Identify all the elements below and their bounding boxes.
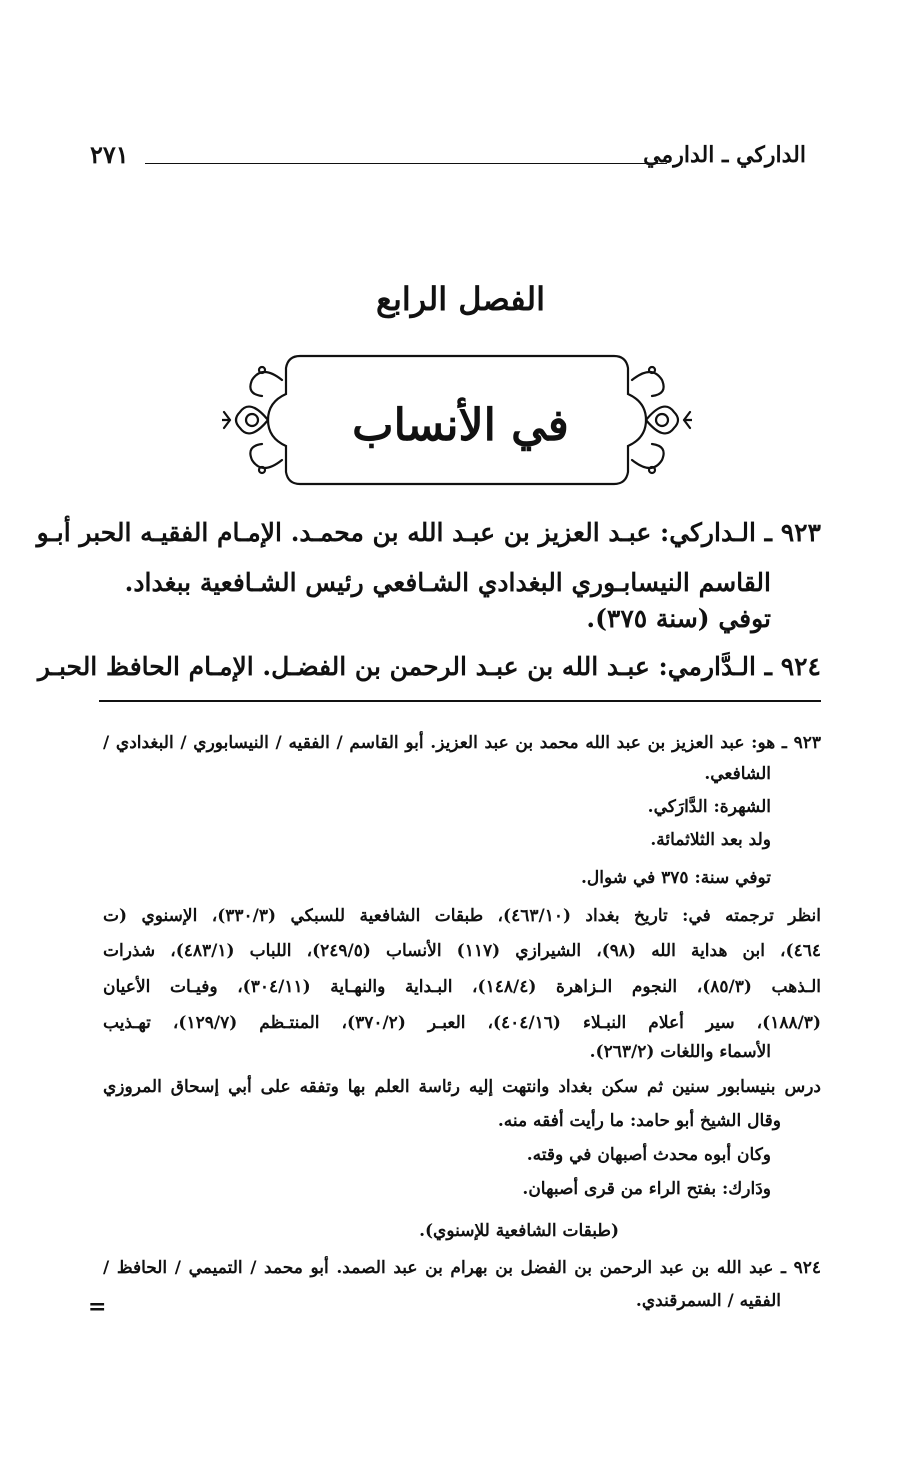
- footnote-923-line: الشافعي.: [704, 764, 771, 784]
- footnote-924-line: ٩٢٤ ـ عبد الله بن عبد الرحمن بن الفضل بن بهرام بن عبد الصمد. أبو محمد / التميمي / الحافظ /: [103, 1258, 821, 1278]
- footnote-923-line: الأسماء واللغات (٢٦٣/٢).: [589, 1042, 771, 1062]
- continuation-mark: =: [88, 1294, 107, 1320]
- footnote-923-line: ودَارك: بفتح الراء من قرى أصبهان.: [522, 1179, 771, 1199]
- page-number: ٢٧١: [90, 140, 129, 169]
- footnote-923-line: ٩٢٣ ـ هو: عبد العزيز بن عبد الله محمد بن عبد العزيز. أبو القاسم / الفقيه / النيسابوري / البغدادي /: [103, 733, 821, 753]
- footnote-source: (طبقات الشافعية للإسنوي).: [419, 1221, 619, 1241]
- footnote-923-line: وقال الشيخ أبو حامد: ما رأيت أفقه منه.: [497, 1111, 781, 1131]
- footnote-923-line: (١٨٨/٣)، سير أعلام النبـلاء (٤٠٤/١٦)، العبـر (٣٧٠/٢)، المنتـظم (١٢٩/٧)، تهـذيب: [103, 1013, 821, 1033]
- running-head: الداركي ـ الدارمي: [643, 142, 806, 168]
- section-title: في الأنساب: [352, 400, 569, 451]
- entry-923-line: القاسم النيسابـوري البغدادي الشـافعي رئيس الشـافعية ببغداد.: [124, 568, 771, 597]
- footnote-923-line: توفي سنة: ٣٧٥ في شوال.: [581, 868, 771, 888]
- entry-923-line: توفي (سنة ٣٧٥).: [586, 604, 771, 633]
- footnote-923-line: الشهرة: الدَّارَكي.: [647, 797, 771, 817]
- chapter-title: الفصل الرابع: [375, 280, 546, 318]
- footnote-923-line: وكان أبوه محدث أصبهان في وقته.: [526, 1145, 771, 1165]
- footnote-923-line: درس بنيسابور سنين ثم سكن بغداد وانتهت إليه رئاسة العلم بها وتفقه على أبي إسحاق المروزي: [103, 1077, 821, 1097]
- footnote-924-line: الفقيه / السمرقندي.: [635, 1291, 781, 1311]
- footnote-923-line: انظر ترجمته في: تاريخ بغداد (٤٦٣/١٠)، طبقات الشافعية للسبكي (٣٣٠/٣)، الإسنوي (ت: [103, 906, 822, 926]
- footnote-923-line: ولد بعد الثلاثمائة.: [650, 830, 771, 850]
- header-rule: [145, 163, 667, 164]
- entry-924-line: ٩٢٤ ـ الـدَّارمي: عبـد الله بن عبـد الرحمن بن الفضـل. الإمـام الحافظ الحبـر: [37, 652, 821, 681]
- footnote-923-line: الـذهب (٨٥/٣)، النجوم الـزاهرة (١٤٨/٤)، البـداية والنهـاية (٣٠٤/١١)، وفيـات الأعيان: [103, 977, 822, 997]
- footnote-separator: [99, 700, 821, 702]
- footnote-923-line: ٤٦٤)، ابن هداية الله (٩٨)، الشيرازي (١١٧) الأنساب (٢٤٩/٥)، اللباب (٤٨٣/١)، شذرات: [103, 941, 821, 961]
- entry-923-line: ٩٢٣ ـ الـداركي: عبـد العزيز بن عبـد الله بن محمـد. الإمـام الفقيـه الحبر أبـو: [36, 518, 821, 547]
